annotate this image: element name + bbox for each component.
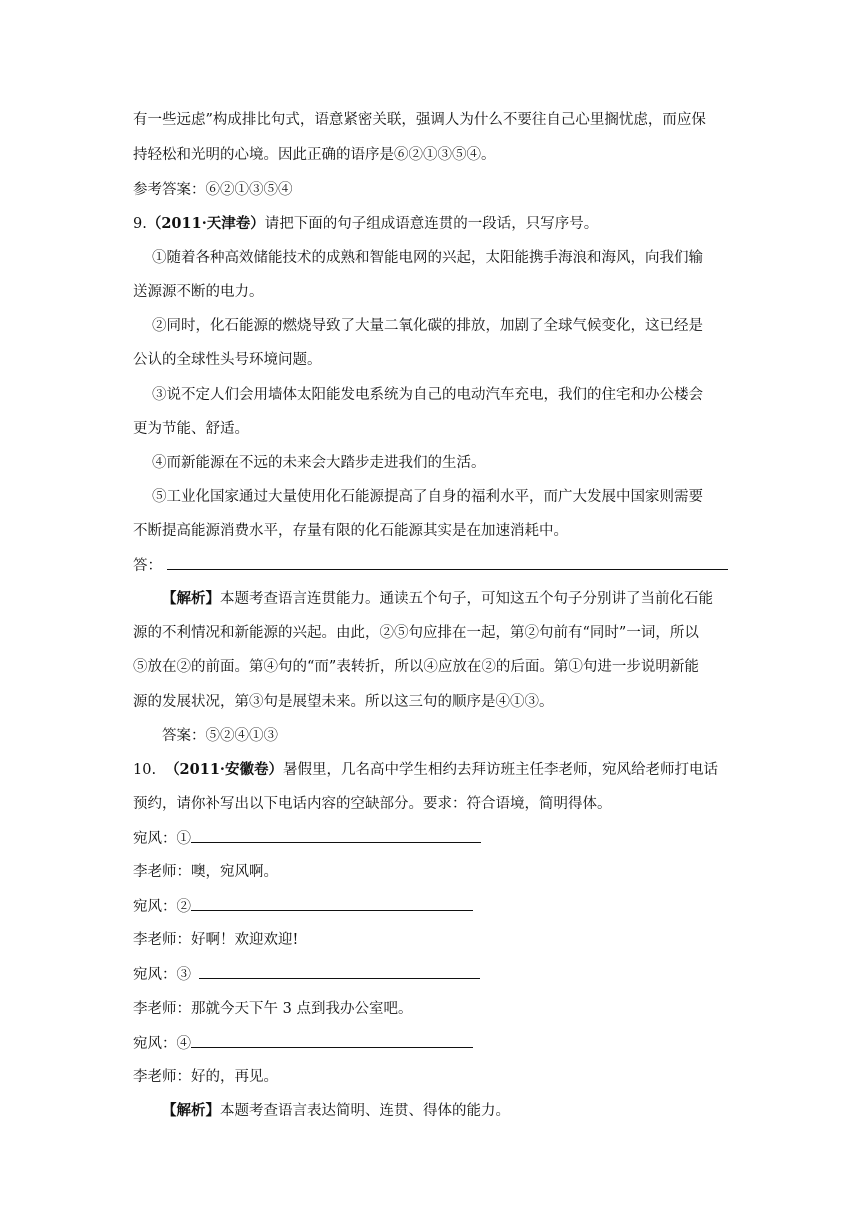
- q10-speaker-5: 宛风：③: [133, 967, 191, 983]
- q9-heading: [133, 214, 598, 234]
- q9-sentence-3b: 更为节能、舒适。: [133, 421, 249, 437]
- q9-analysis-tag: 【解析】: [162, 590, 220, 607]
- q10-blank-1[interactable]: [191, 828, 481, 843]
- q10-dialogue-7: [133, 1033, 473, 1053]
- q10-speaker-7: 宛风：④: [133, 1036, 191, 1052]
- q9-sentence-3a: ③说不定人们会用墙体太阳能发电系统为自己的电动汽车充电，我们的住宅和办公楼会: [152, 387, 703, 403]
- q9-answer-text: 答案：⑤②④①③: [162, 728, 278, 744]
- q9-sentence-2b: 公认的全球性头号环境问题。: [133, 352, 322, 368]
- q10-analysis-tag: 【解析】: [162, 1102, 220, 1119]
- q9-prompt: 请把下面的句子组成语意连贯的一段话，只写序号。: [264, 216, 599, 232]
- q9-number: 9.: [133, 216, 147, 232]
- q10-source: （2011·安徽卷）: [165, 761, 283, 778]
- q10-dialogue-5: [133, 964, 480, 984]
- q10-number: 10.: [133, 762, 157, 778]
- q9-sentence-5b: 不断提高能源消费水平，存量有限的化石能源其实是在加速消耗中。: [133, 523, 568, 539]
- q10-speaker-3: 宛风：②: [133, 899, 191, 915]
- q9-answer-label: 答：: [133, 558, 162, 574]
- q9-answer-blank[interactable]: [167, 555, 728, 570]
- q10-analysis-text: 本题考查语言表达简明、连贯、得体的能力。: [220, 1103, 510, 1119]
- q9-analysis-4: 源的发展状况，第③句是展望未来。所以这三句的顺序是④①③。: [133, 694, 554, 710]
- q9-analysis-1: [162, 589, 713, 609]
- q10-blank-2[interactable]: [191, 896, 473, 911]
- carry-over-answer: 参考答案：⑥②①③⑤④: [133, 182, 293, 198]
- q9-analysis-2: 源的不利情况和新能源的兴起。由此，②⑤句应排在一起，第②句前有“同时”一词，所以: [133, 625, 699, 641]
- carry-over-line-1: 有一些远虑”构成排比句式，语意紧密关联，强调人为什么不要往自己心里搁忧虑，而应保: [133, 112, 706, 128]
- q10-dialogue-2: 李老师：噢，宛风啊。: [133, 864, 278, 880]
- q10-dialogue-4: 李老师：好啊！欢迎欢迎!: [133, 932, 299, 948]
- q9-sentence-1a: ①随着各种高效储能技术的成熟和智能电网的兴起，太阳能携手海浪和海风，向我们输: [152, 250, 703, 266]
- q10-dialogue-8: 李老师：好的，再见。: [133, 1069, 278, 1085]
- q9-sentence-4: ④而新能源在不远的未来会大踏步走进我们的生活。: [152, 455, 486, 471]
- q10-dialogue-1: [133, 828, 481, 848]
- q9-analysis-text-1: 本题考查语言连贯能力。通读五个句子，可知这五个句子分别讲了当前化石能: [220, 591, 713, 607]
- q9-analysis-3: ⑤放在②的前面。第④句的“而”表转折，所以④应放在②的后面。第①句进一步说明新能: [133, 659, 699, 675]
- q10-blank-4[interactable]: [191, 1033, 473, 1048]
- q10-heading: [133, 760, 718, 780]
- q10-speaker-1: 宛风：①: [133, 831, 191, 847]
- q10-dialogue-3: [133, 896, 473, 916]
- carry-over-line-2: 持轻松和光明的心境。因此正确的语序是⑥②①③⑤④。: [133, 147, 496, 163]
- q9-sentence-2a: ②同时，化石能源的燃烧导致了大量二氧化碳的排放，加剧了全球气候变化，这已经是: [152, 318, 703, 334]
- q9-source: （2011·天津卷）: [146, 215, 265, 232]
- q9-sentence-5a: ⑤工业化国家通过大量使用化石能源提高了自身的福利水平，而广大发展中国家则需要: [152, 489, 703, 505]
- q10-blank-3[interactable]: [199, 964, 480, 979]
- q10-prompt-1: 暑假里，几名高中学生相约去拜访班主任李老师，宛风给老师打电话: [282, 762, 718, 778]
- q9-answer-row: [133, 555, 728, 575]
- q9-sentence-1b: 送源源不断的电力。: [133, 284, 264, 300]
- q10-prompt-2: 预约，请你补写出以下电话内容的空缺部分。要求：符合语境，简明得体。: [133, 796, 612, 812]
- q10-dialogue-6: 李老师：那就今天下午 3 点到我办公室吧。: [133, 1001, 413, 1017]
- q10-analysis: [162, 1101, 510, 1121]
